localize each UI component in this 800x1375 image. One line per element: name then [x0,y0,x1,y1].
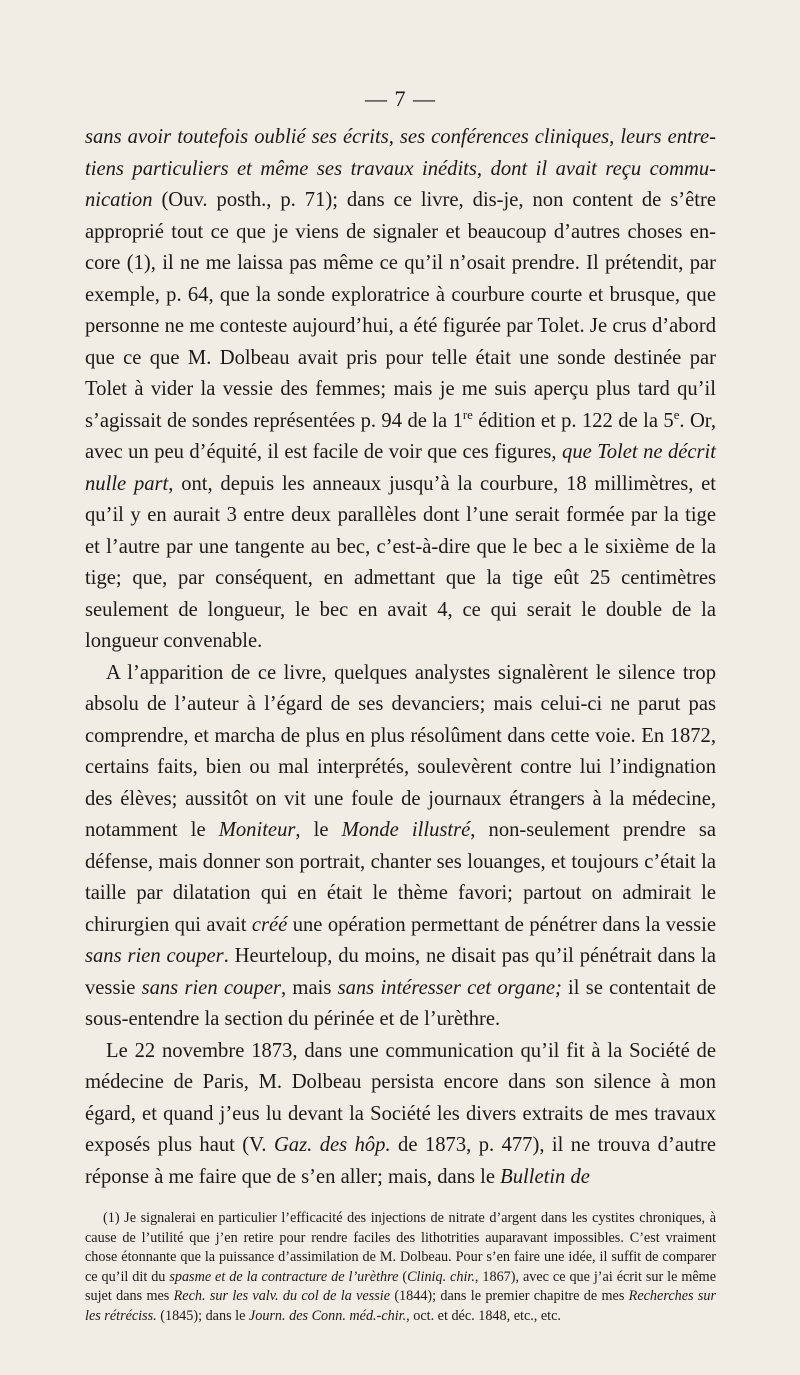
italic-text: Cliniq. chir. [407,1268,475,1285]
text-run: édition et p. 122 de la 5 [472,409,674,432]
text-run: de 1873, p. 477), il ne trouva d’autre réponse à me faire que de s’en aller; mais, dans le [85,1134,716,1188]
main-text [85,122,716,1193]
text-run: une opération permettant de pénétrer dans la vessie [287,913,716,936]
text-run: Le 22 novembre 1873, dans une communication qu’il fit à la Société de médecine de Paris, M. Dolbeau persista encore dans son silence à mon égard, et quand j’eus lu devant la Société les divers extraits de mes travaux exposés plus haut (V. [85,1039,716,1156]
italic-text: créé [251,913,288,936]
text-run: il se contentait de sous-entendre la section du périnée et de l’urèthre. [85,976,717,1030]
footnote-1 [85,1209,716,1327]
italic-text: sans rien couper [85,945,224,967]
text-run: . Heurteloup, du moins, ne disait pas qu’il pénétrait dans la vessie [85,945,716,999]
italic-text: Journ. des Conn. méd.-chir. [248,1307,407,1324]
italic-text: que Tolet ne décrit nulle part [85,441,716,495]
italic-text: sans avoir toutefois oublié ses écrits, ses conférences cliniques, leurs entretiens particuliers et même ses travaux inédits, dont il avait reçu communication [85,126,716,211]
paragraph-1 [85,122,716,658]
paragraph-3 [85,1036,716,1194]
text-run: A l’apparition de ce livre, quelques analystes signalèrent le silence trop absolu de l’auteur à l’égard de ses devanciers; mais celui-ci ne parut pas comprendre, et marcha de plus en plus résolûment dans cette voie. En 1872, certains faits, bien ou mal interprétés, soulevèrent contre lui l’indignation des élèves; aussitôt on vit une foule de journaux étrangers à la médecine, notamment le [85,661,716,841]
superscript-text: re [462,407,473,422]
text-run: (1844); dans le premier chapitre de mes [390,1288,629,1305]
italic-text: Moniteur [218,819,296,841]
text-run: , 1867), avec ce que j’ai écrit sur le même sujet dans mes [85,1268,716,1305]
text-run: , non-seulement prendre sa défense, mais donner son portrait, chanter ses louanges, et toujours c’était la taille par dilatation qui en était le thème favori; partout on admirait le chirurgien qui avait [85,819,717,936]
italic-text: sans intéresser cet organe; [337,976,562,999]
text-run: , mais [281,976,338,999]
italic-text: Bulletin de [500,1165,590,1188]
italic-text: sans rien couper [141,976,282,999]
italic-text: Monde illustré [341,819,471,841]
text-run: , ont, depuis les anneaux jusqu’à la courbure, 18 millimètres, et qu’il y en aurait 3 entre deux parallèles dont l’une serait formée par la tige et l’autre par une tangente au bec, c’est-à-dire que le bec a le sixième de la tige; que, par conséquent, en admettant que la tige eût 25 centimètres seulement de longueur, le bec en avait 4, ce qui serait le double de la longueur convenable. [85,472,717,652]
italic-text: spasme et de la contracture de l’urèthre [169,1268,399,1285]
text-run: . Or, avec un peu d’équité, il est facile de voir que ces figures, [85,409,716,463]
paragraph-2 [85,658,716,1036]
italic-text: Recherches sur les rétréciss. [85,1288,716,1324]
page-number: — 7 — [365,86,436,111]
italic-text: Rech. sur les valv. du col de la vessie [173,1288,390,1305]
text-run: (1) Je signalerai en particulier l’efficacité des injections de nitrate d’argent dans les cystites chroniques, à cause de l’utilité que j’en retire pour rendre faciles des lithotrities auparavant impossibles. C’est vraiment chose étonnante que la puissance d’assimilation de M. Dolbeau. Pour s’en faire une idée, il suffit de comparer ce qu’il dit du [85,1210,716,1285]
text-run: , oct. et déc. 1848, etc., etc. [406,1307,561,1324]
text-run: (1845); dans le [156,1307,249,1324]
footnote-spacer [85,1193,716,1209]
text-run: , le [295,819,342,841]
text-run: ( [398,1268,408,1285]
superscript-text: e [673,407,680,422]
text-run: (Ouv. posth., p. 71); dans ce livre, dis-je, non content de s’être approprié tout ce que je viens de signaler et beaucoup d’autres choses encore (1), il ne me laissa pas même ce qu’il n’osait prendre. Il prétendit, par exemple, p. 64, que la sonde exploratrice à courbure courte et brusque, que personne ne me conteste aujourd’hui, a été figurée par Tolet. Je crus d’abord que ce que M. Dolbeau avait pris pour telle était une sonde destinée par Tolet à vider la vessie des femmes; mais je me suis aperçu plus tard qu’il s’agissait de sondes représentées p. 94 de la 1 [85,189,716,432]
italic-text: Gaz. des hôp. [273,1134,391,1156]
